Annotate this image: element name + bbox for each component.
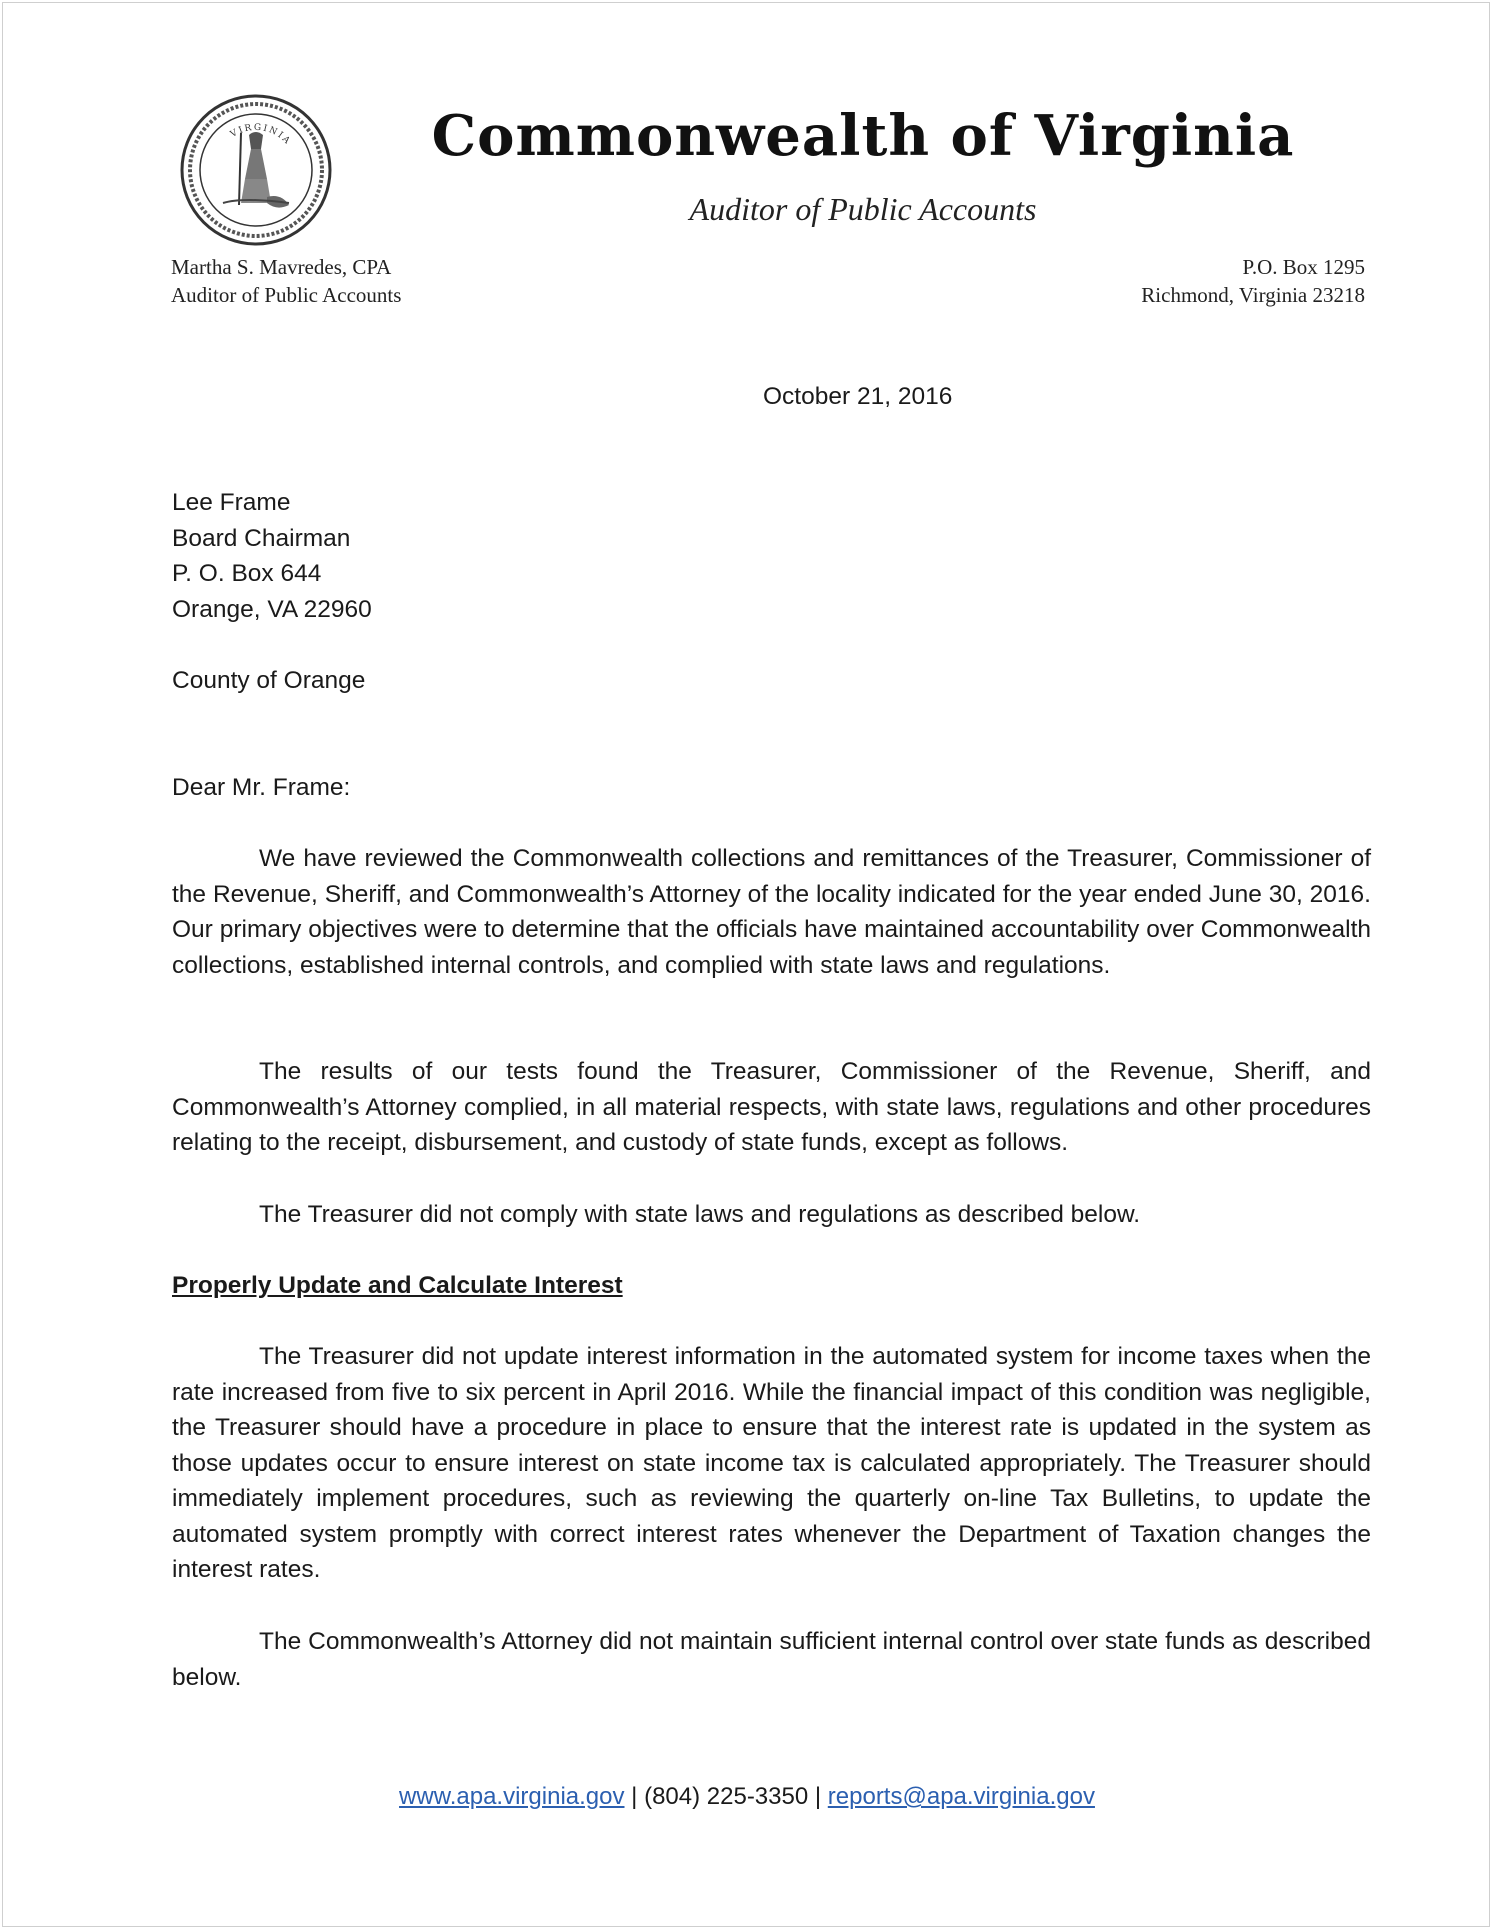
sender-address [1141,253,1365,309]
recipient-address2: Orange, VA 22960 [172,595,372,623]
sender-title: Auditor of Public Accounts [171,283,402,307]
recipient-block [172,485,1371,627]
virginia-seal-icon [179,93,333,247]
letter-page [2,2,1490,1927]
paragraph-3: The Treasurer did not comply with state laws and regulations as described below. [259,1201,1141,1228]
paragraph-4: The Treasurer did not update interest information in the automated system for income taxes when the rate increased from five to six percent in April 2016. While the financial impact of this condition was negligible, the Treasurer should have a procedure in place to ensure that the interest rate is updated in the system as those updates occur to ensure interest on state income tax is calculated appropriately. The Treasurer should immediately implement procedures, such as reviewing the quarterly on-line Tax Bulletins, to update the automated system promptly with correct interest rates whenever the Department of Taxation changes the interest rates. [172,1343,1371,1583]
letterhead-title: Commonwealth of Virginia [431,103,1295,169]
section-heading: Properly Update and Calculate Interest [172,1272,623,1299]
recipient-name: Lee Frame [172,489,291,516]
recipient-address1: P. O. Box 644 [172,560,322,587]
sender-name: Martha S. Mavredes, CPA [171,255,392,279]
footer-separator: | [624,1783,645,1810]
recipient-locality: County of Orange [172,667,366,694]
salutation: Dear Mr. Frame: [172,774,351,801]
letter-date: October 21, 2016 [763,383,953,410]
paragraph-2: The results of our tests found the Treasurer, Commissioner of the Revenue, Sheriff, and Commonwealth’s Attorney complied, in all material respects, with state laws, regulations and other procedures relating to the receipt, disbursement, and custody of state funds, except as follows. [172,1058,1371,1156]
seal-text: VIRGINIA [228,122,293,148]
letterhead [383,103,1343,227]
sender-city: Richmond, Virginia 23218 [1141,283,1365,307]
sender-block [171,253,401,309]
website-link[interactable]: www.apa.virginia.gov [399,1783,625,1810]
sender-po-box: P.O. Box 1295 [1242,255,1365,279]
footer [3,1780,1491,1814]
paragraph-1: We have reviewed the Commonwealth collections and remittances of the Treasurer, Commissioner of the Revenue, Sheriff, and Commonwealth’s Attorney of the locality indicated for the year ended June 30, 2016. Our primary objectives were to determine that the officials have maintained accountability over Commonwealth collections, established internal controls, and complied with state laws and regulations. [172,845,1371,979]
paragraph-5: The Commonwealth’s Attorney did not maintain sufficient internal control over state funds as described below. [172,1628,1371,1691]
recipient-title: Board Chairman [172,524,351,552]
letterhead-subtitle: Auditor of Public Accounts [689,191,1037,227]
email-link[interactable]: reports@apa.virginia.gov [827,1783,1095,1810]
footer-separator: | [808,1783,828,1810]
footer-phone: (804) 225-3350 [644,1783,809,1810]
